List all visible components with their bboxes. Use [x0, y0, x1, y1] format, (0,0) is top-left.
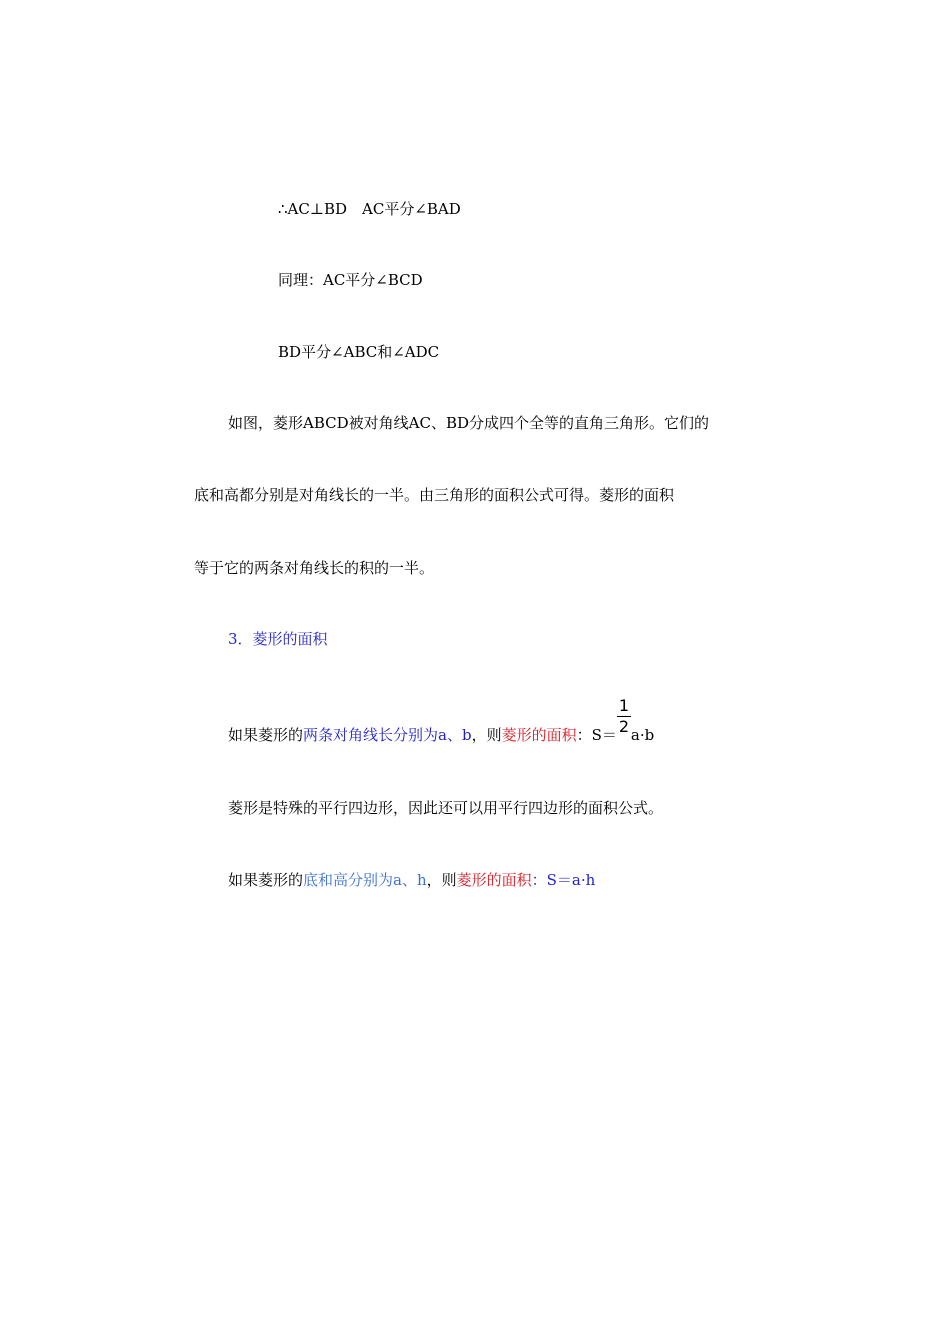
formula1-condition: 两条对角线长分别为a、b [303, 726, 472, 744]
paragraph-line-3: 等于它的两条对角线长的积的一半。 [194, 559, 435, 577]
proof-line-bisect-abc-adc: BD平分∠ABC和∠ADC [278, 343, 440, 361]
paragraph-line-1: 如图，菱形ABCD被对角线AC、BD分成四个全等的直角三角形。它们的 [228, 414, 709, 432]
formula1-mid: ，则 [471, 726, 502, 744]
paragraph-line-2: 底和高都分别是对角线长的一半。由三角形的面积公式可得。菱形的面积 [194, 486, 675, 504]
formula2-area-label: 菱形的面积 [456, 871, 532, 889]
formula1-tail: a·b [630, 726, 655, 744]
formula1-s-equals: ：S＝ [576, 726, 617, 744]
area-formula-base-height [228, 870, 595, 890]
proof-line-bisect-bcd: 同理：AC平分∠BCD [278, 271, 423, 289]
area-formula-diagonals [228, 696, 655, 745]
fraction-denominator: 2 [618, 717, 630, 736]
fraction-numerator: 1 [618, 696, 630, 715]
formula2-prefix: 如果菱形的 [228, 871, 304, 889]
parallelogram-note: 菱形是特殊的平行四边形，因此还可以用平行四边形的面积公式。 [228, 799, 664, 817]
fraction-one-half [617, 696, 631, 740]
proof-line-perpendicular: ∴AC⊥BD AC平分∠BAD [278, 200, 461, 218]
formula2-expression: ：S＝a·h [531, 871, 596, 889]
formula2-mid: ，则 [426, 871, 457, 889]
formula1-area-label: 菱形的面积 [501, 726, 577, 744]
formula1-prefix: 如果菱形的 [228, 726, 304, 744]
formula2-condition: 底和高分别为a、h [303, 871, 427, 889]
section-heading: 3．菱形的面积 [228, 630, 328, 648]
